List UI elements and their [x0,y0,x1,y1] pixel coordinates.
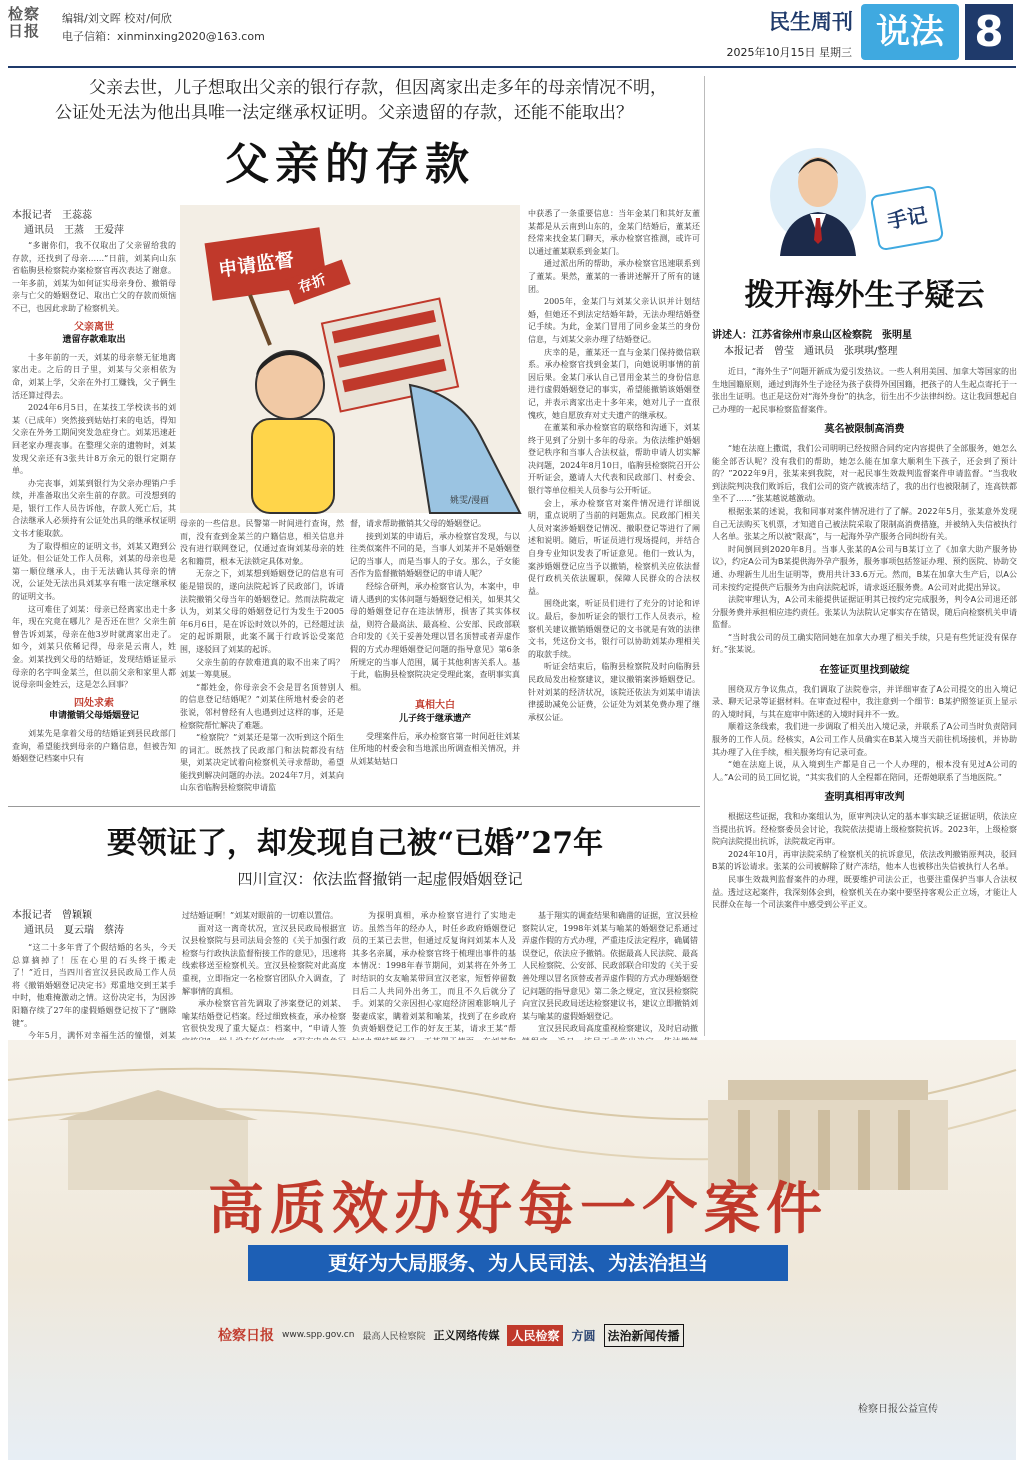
banner-subtitle-band [248,1245,788,1281]
article1-col1 [12,240,176,800]
article2-byline [12,908,177,938]
page-number: 8 [965,4,1013,60]
paragraph: 会上，承办检察官对案件情况进行详细说明，重点说明了当前的问题焦点。民政部门相关人员对案涉婚姻登记情况、撤职登记等进行了阐述和说明。随后，听证员进行现场提问，并结合自身专业知识发表了听证意见。他们一致认为，案涉婚姻登记应当予以撤销，检察机关应依法督促行政机关依法履职，保障人民群众的合法权益。 [528,498,700,596]
paragraph: 督，请求帮助撤销其父母的婚姻登记。 [350,519,486,528]
section-tab [861,4,959,60]
subhead: 真相大白 [415,700,455,712]
paragraph: 父亲生前的存款难道真的取不出来了吗？刘某一筹莫展。 [180,657,344,680]
paragraph: 听证会结束后，临朐县检察院及时向临朐县民政局发出检察建议，建议撤销案涉婚姻登记。针对刘某的经济状况，该院还依法为刘某申请法律援助减免公证费，公证处为刘某免费办理了继承权公证。 [528,662,700,722]
banner-subtitle: 更好为大局服务、为人民司法、为法治担当 [328,1251,708,1275]
note-byline: 本报记者 曾莹 通讯员 张琪琪/整理 [724,346,898,357]
paragraph: 过结婚证啊！”刘某对眼前的一切难以置信。 [182,911,339,920]
paragraph: 面对这一离奇状况，宣汉县民政局根据宣汉县检察院与县司法局会签的《关于加强行政检察与行政执法监督衔接工作的意见》，迅速将线索移送至检察机关。宣汉县检察院对此高度重视，立即指定一名检察官团队介入调查，了解事情的真相。 [182,923,346,996]
article2-col2 [182,910,346,1034]
article1-col4 [528,208,700,800]
paragraph: 法院审理认为，A公司未能提供证据证明其已按约定完成服务，判令A公司退还部分服务费并承担相应违约责任。张某认为法院认定事实存在错误，随后向检察机关申请监督。 [712,595,1017,630]
editor-line: 编辑/刘文晖 校对/何欣 [62,12,172,25]
article2-col3 [352,910,516,1034]
paragraph: “她在法庭上说，从入境到生产都是自己一个人办理的，根本没有见过A公司的人。”A公司的员工回忆说，“其实我们的人全程都在陪同，还帮她联系了当地医院。” [712,760,1017,782]
paragraph: “当时我公司的员工确实陪同她在加拿大办理了相关手续，只是有些凭证没有保存好。”张某说。 [712,632,1017,655]
article2-title: 要领证了，却发现自己被“已婚”27年 [106,826,604,861]
paragraph: “多谢你们，我不仅取出了父亲留给我的存款，还找到了母亲……”日前，刘某向山东省临朐县检察院办案检察官再次表达了谢意。一年多前，刘某为如何证实母亲身份、撤销母亲与亡父的婚姻登记、取出亡父的存款而烦恼不已，也因此求助了检察机关。 [12,241,176,313]
sign-label: 申请监督 [217,248,296,282]
handnote-badge [870,185,945,252]
article1-title: 父亲的存款 [225,139,475,190]
supplement-name: 民生周刊 [769,10,853,34]
paragraph: 受理案件后，承办检察官第一时间赶往刘某住所地的村委会和当地派出所调查相关情况，并从刘某姑姑口 [350,731,520,766]
paragraph: 时间倒回到2020年8月。当事人张某的A公司与B某订立了《加拿大助产服务协议》，约定A公司为B某提供海外孕产服务，服务事项包括签证办理、预约医院、协助交通、办理新生儿出生证明等，费用共计33.6万元。然而，B某在加拿大生产后，以A公司未按约定提供产后服务为由向法院起诉，请求返还服务费。A公司对此提出异议。 [712,544,1017,592]
masthead [0,0,1024,70]
paragraph: 围绕此案，听证员们进行了充分的讨论和评议。最后，参加听证会的银行工作人员表示，检察机关建议撤销婚姻登记的文书就是有效的法律文书，凭这份文书，银行可以协助刘某办理相关的取款手续。 [528,599,700,659]
subhead: 四处求索 [74,697,114,709]
article1-col2 [180,518,344,800]
sponsor-logos [218,1320,818,1350]
paragraph: 承办检察官首先调取了涉案登记的刘某、喻某结婚登记档案。经过细致核查，承办检察官很快发现了重大疑点：档案中，“申请人签 [182,999,346,1034]
paragraph: 为了取得相应的证明文书，刘某又跑到公证处。但公证处工作人员称，刘某的母亲也是第一顺位继承人，由于无法确认其母亲的情况，公证处无法出具刘某享有唯一法定继承权的证明文书。 [12,541,176,602]
author-portrait [770,136,866,256]
cartoon-illustration [180,205,520,513]
article2-subtitle: 四川宣汉：依法监督撤销一起虚假婚姻登记 [237,870,523,888]
paragraph: 母亲的一些信息。民警第一时间进行查询，然而，没有查到金某兰的户籍信息，相关信息并没有进行联网登记，仅通过查询刘某母亲的姓名和籍贯，根本无法锁定具体对象。 [180,519,344,566]
subhead: 莫名被限制高消费 [824,424,905,436]
paragraph: 宣汉县民政局高度重视检察建议，及时启动撤 [538,1024,698,1034]
paragraph: 近日，“海外生子”问题开新成为爱引发热议。一些人利用美国、加拿大等国家的出生地国籍原则，通过到海外生子途径为孩子获得外国国籍，把孩子的人生起点寄托于一张出生证明。也正是这份对“海外身份”的执念，衍生出不少法律纠纷。这让我回想起自己办理的一起民事检察监督案件。 [712,367,1017,414]
email: 电子信箱：xinminxing2020@163.com [62,30,265,43]
paragraph: 通过派出所的帮助，承办检察官迅速联系到了董某。果然，董某的一番讲述解开了所有的谜团。 [528,259,700,294]
subhead-sub: 申请撤销父母婚姻登记 [48,711,139,722]
logo-renminjiancha: 人民检察 [507,1325,563,1346]
paragraph: 办完丧事，刘某到银行为父亲办理销户手续，并准备取出父亲生前的存款。可没想到的是，银行工作人员告诉他，存款人死亡后，其合法继承人必须持有公证处出具的继承权证明文书才能取款。 [12,478,176,539]
paragraph: 基于翔实的调查结果和确凿的证据，宣汉县检察院认定，1998年刘某与喻某的婚姻登记系通过弄虚作假的方式办理，严重违反法定程序，确属错误登记，依法应予撤销。依据最高人民法院、最高人民检察院、公安部、民政部联合印发的《关于妥善处理以冒名顶替或者弄虚作假的方式办理婚姻登记问题的指导意见》第二条之规定，宣汉县检察院向宣汉县民政局送达检察建议书，建议立即撤销刘某与喻某的虚假婚姻登记。 [522,911,698,1021]
subhead-sub: 儿子终于继承遗产 [398,713,471,724]
passbook-label: 存折 [296,271,329,297]
public-service-banner [8,1040,1016,1460]
section-title: 说法 [876,12,944,52]
paragraph: 2024年10月，再审法院采纳了检察机关的抗诉意见，依法改判撤销原判决，驳回B某的诉讼请求。张某的公司被解除了财产冻结，他本人也被移出失信被执行人名单。 [712,849,1017,872]
paragraph: 2024年6月5日，在某技工学校读书的刘某（已成年）突然接到姑姑打来的电话，得知父亲在外务工期间突发急症身亡。刘某迅速赶回老家办理丧事。在整理父亲的遗物时，刘某发现父亲还有3张共计8万余元的银行定期存单。 [12,403,176,476]
vertical-divider [704,76,705,1036]
paragraph: 为探明真相，承办检察官进行了实地走访。虽然当年的经办人，时任乡政府婚姻登记员的王某已去世，但通过反复询问刘某本人及其多名亲属，承办检察官终于梳理出事件的基本情况：1998年春节期间，刘某将在外务工时结识的女友喻某带回宣汉老家，短暂停留数日后二人共同外出务工，而且不久后就分了手。刘某的父亲因担心家庭经济困难影响儿子娶妻成家，瞒着刘某和喻某，找到了在乡政府负责婚姻登记工作的好友王某，请求王某“帮 [352,911,516,1034]
article1-byline [12,208,177,238]
paragraph: 中获悉了一条重要信息：当年金某门和其好友董某都是从云南到山东的，金某门结婚后，董某还经常来找金某门聊天，承办检察官推测，或许可以通过董某联系到金某门。 [528,209,700,256]
paragraph: 顺着这条线索，我们进一步调取了相关出入境记录，并联系了A公司当时负责陪同服务的工作人员。经核实，A公司工作人员确实在B某入境当天前往机场接机，并协助其办理了入住手续，相关服务均有记录可查。 [712,722,1017,757]
paragraph: 刘某先是拿着父母的结婚证到县民政部门查询，希望能找到母亲的户籍信息，但被告知婚姻登记档案中只有 [12,728,176,764]
issue-date: 2025年10月15日 星期三 [726,46,852,59]
logo-justice-network: 正义网络传媒 [433,1329,500,1342]
paragraph: 无奈之下，刘某想到婚姻登记的信息有可能是错误的，遂向法院起诉了民政部门，诉请法院撤销父母当年的婚姻登记。然而法院裁定认为，刘某父母的婚姻登记行为发生于2005年6月6日，是在诉讼时效以外的，已经超过法定的起诉期限，此案不属于行政诉讼受案范围，遂驳回了刘某的起诉。 [180,569,344,654]
subhead: 查明真相再审改判 [824,792,905,804]
paragraph: 民事生效裁判监督案件的办理，既要维护司法公正，也要注重保护当事人合法权益。透过这起案件，我深刻体会到，检察机关在办案中要坚持客观公正立场，才能让人民群众在每一个司法案件中感受到公平正义。 [712,874,1017,910]
man-body [252,419,334,513]
paragraph: 在董某和承办检察官的联络和沟通下，刘某终于见到了分别十多年的母亲。为依法维护婚姻登记秩序和当事人合法权益，帮助申请人切实解决问题，2024年8月10日，临朐县检察院召开公开听证会，邀请人大代表和民政部门、村委会、银行等单位相关人员参与公开听证。 [528,423,700,496]
cartoon-svg [180,205,520,513]
illustration-credit: 姚雯/漫画 [450,496,490,506]
paragraph: 十多年前的一天，刘某的母亲蔡无征地离家出走。之后的日子里，刘某与父亲相依为命，刘某上学，父亲在外打工赚钱，父子俩生活还算过得去。 [12,352,176,400]
subhead-sub: 遗留存款难取出 [62,335,126,346]
paragraph: 庆幸的是，董某还一直与金某门保持微信联系。承办检察官找到金某门，向她说明事情的前因后果。金某门承认自己冒用金某兰的身份信息进行虚假婚姻登记的事实，希望能撤销该婚姻登记，并表示离家出走十多年来，她对儿子一直很愧疚，她自愿放弃对丈夫遗产的继承权。 [528,347,700,420]
note-title: 拨开海外生子疑云 [744,278,985,313]
logo-fangyuan: 方圆 [571,1328,596,1343]
paragraph: 2005年，金某门与刘某父亲认识并计划结婚，但她还不到法定结婚年龄，无法办理结婚登记手续。为此，金某门冒用了同乡金某兰的身份信息，与刘某父亲办理了结婚登记。 [528,297,700,344]
banner-slogan: 高质效办好每一个案件 [208,1176,828,1242]
byline-reporter: 本报记者 曾颖颖 [12,910,92,921]
paragraph: “这二十多年背了个假结婚的名头，今天总算摘掉了！压在心里的石头终于搬走了！”近日，当四川省宣汉县民政局工作人员将《撤销婚姻登记决定书》郑重地交到王某手中时，他难掩激动之情。这份决定书，为因涉阳籍存续了27年的虚假婚姻登记按下了“删除键”。 [12,943,176,1028]
logo: 检察日报 [8,5,41,40]
paragraph: “都姓金，你母亲会不会是冒名顶替别人的信息登记结婚呢？”刘某住所地村委会的老张说，邻村曾经有人也遇到过这样的事，还是检察院帮忙解决了难题。 [180,682,344,730]
note-speaker: 讲述人：江苏省徐州市泉山区检察院 张明星 [712,330,912,341]
article1-col3 [350,518,520,800]
byline-correspondent: 通讯员 王蒸 王爱萍 [24,225,124,236]
intro-text: 父亲去世，儿子想取出父亲的银行存款，但因离家出走多年的母亲情况不明，公证处无法为他出具唯一法定继承权证明。父亲遗留的存款，还能不能取出？ [55,78,667,123]
article2-col4 [522,910,698,1034]
logo-fazhixinwen: 法治新闻传播 [604,1324,684,1347]
note-body [712,366,1017,1034]
paragraph: 根据这些证据，我和办案组认为，原审判决认定的基本事实缺乏证据证明，依法应当提出抗诉。经检察委员会讨论，我院依法提请上级检察院抗诉。2023年，上级检察院向法院提出抗诉，法院裁定再审。 [712,812,1017,847]
horizontal-divider [8,806,700,807]
paragraph: “她在法庭上撒谎，我们公司明明已经按照合同约定内容提供了全部服务，她怎么能全部否认呢？没有我们的帮助，她怎么能在加拿大顺利生下孩子，还会到了预计的？”2022年9月，张某来到我院，对一起民事生效裁判监督案件申请监督。“当我收到法院判决我们败诉后，我们公司的资产就被冻结了，我的出行也被限制了，连高铁都坐不了……”张某越说越激动。 [712,443,1017,504]
logo-jiancharibao: 检察日报 [218,1328,274,1344]
byline-correspondent: 通讯员 夏云瑞 蔡涛 [24,925,124,936]
paragraph: 这可难住了刘某：母亲已经离家出走十多年，现在究竟在哪儿？是否还在世？父亲生前曾告诉刘某，母亲在他3岁时就离家出走了。如今，刘某只依稀记得，母亲是云南人，姓金。刘某找到父母的结婚证，发现结婚证显示母亲的名字叫金某兰，但以前父亲和家里人都说母亲叫金姓云，这是怎么回事？ [12,604,176,690]
paragraph: 接到刘某的申请后，承办检察官发现，与以往类似案件不同的是，当事人刘某并不是婚姻登记的当事人，而是当事人的子女。那么，子女能否作为监督撤销婚姻登记的申请人呢？ [350,531,520,579]
paragraph: 经综合研判，承办检察官认为，本案中，申请人遇到的实体问题与婚姻登记相关，如果其父母的婚姻登记存在违法情形，损害了其实体权益，则符合最高法、最高检、公安部、民政部联合印发的《关于妥善处理以冒名顶替或者弄虚作假的方式办理婚姻登记问题的指导意见》第6条所规定的当事人范围，属于其他利害关系人。基于此，临朐县检察院决定受理此案，查明事实真相。 [350,581,520,692]
subhead: 在签证页里找到破绽 [819,665,910,677]
subhead: 父亲离世 [74,321,114,333]
logo-procuratorate: 最高人民检察院 [362,1331,426,1342]
paragraph: 围绕双方争议焦点，我们调取了法院卷宗，并详细审查了A公司提交的出入境记录、聊天记录等证据材料。在审查过程中，我注意到一个细节：B某护照签证页上显示的入境时间，与其在庭审中陈述的入境时间并不一致。 [712,684,1017,719]
paragraph: 今年5月，满怀对幸福生活的憧憬，刘某 [28,1031,176,1041]
handnote-label: 手记 [885,202,929,234]
paragraph: 根据张某的述说，我和同事对案件情况进行了了解。2022年5月，张某意外发现自己无法购买飞机票，才知道自己被法院采取了限制高消费措施，并被纳入失信被执行人名单。张某之所以被“限高”，与一起海外孕产服务合同纠纷有关。 [712,506,1017,542]
article2-col1 [12,942,176,1041]
portrait-svg [770,136,866,256]
paragraph: “检察院？”刘某还是第一次听到这个陌生的词汇。既然找了民政部门和法院都没有结果，刘某决定试着向检察机关寻求帮助，希望能找到解决问题的办法。2024年7月，刘某向山东省临朐县检察院申请监 [180,733,344,793]
logo-spp: www.spp.gov.cn [282,1330,355,1340]
banner-credit: 检察日报公益宣传 [858,1404,938,1415]
byline-reporter: 本报记者 王蕊蕊 [12,210,92,221]
